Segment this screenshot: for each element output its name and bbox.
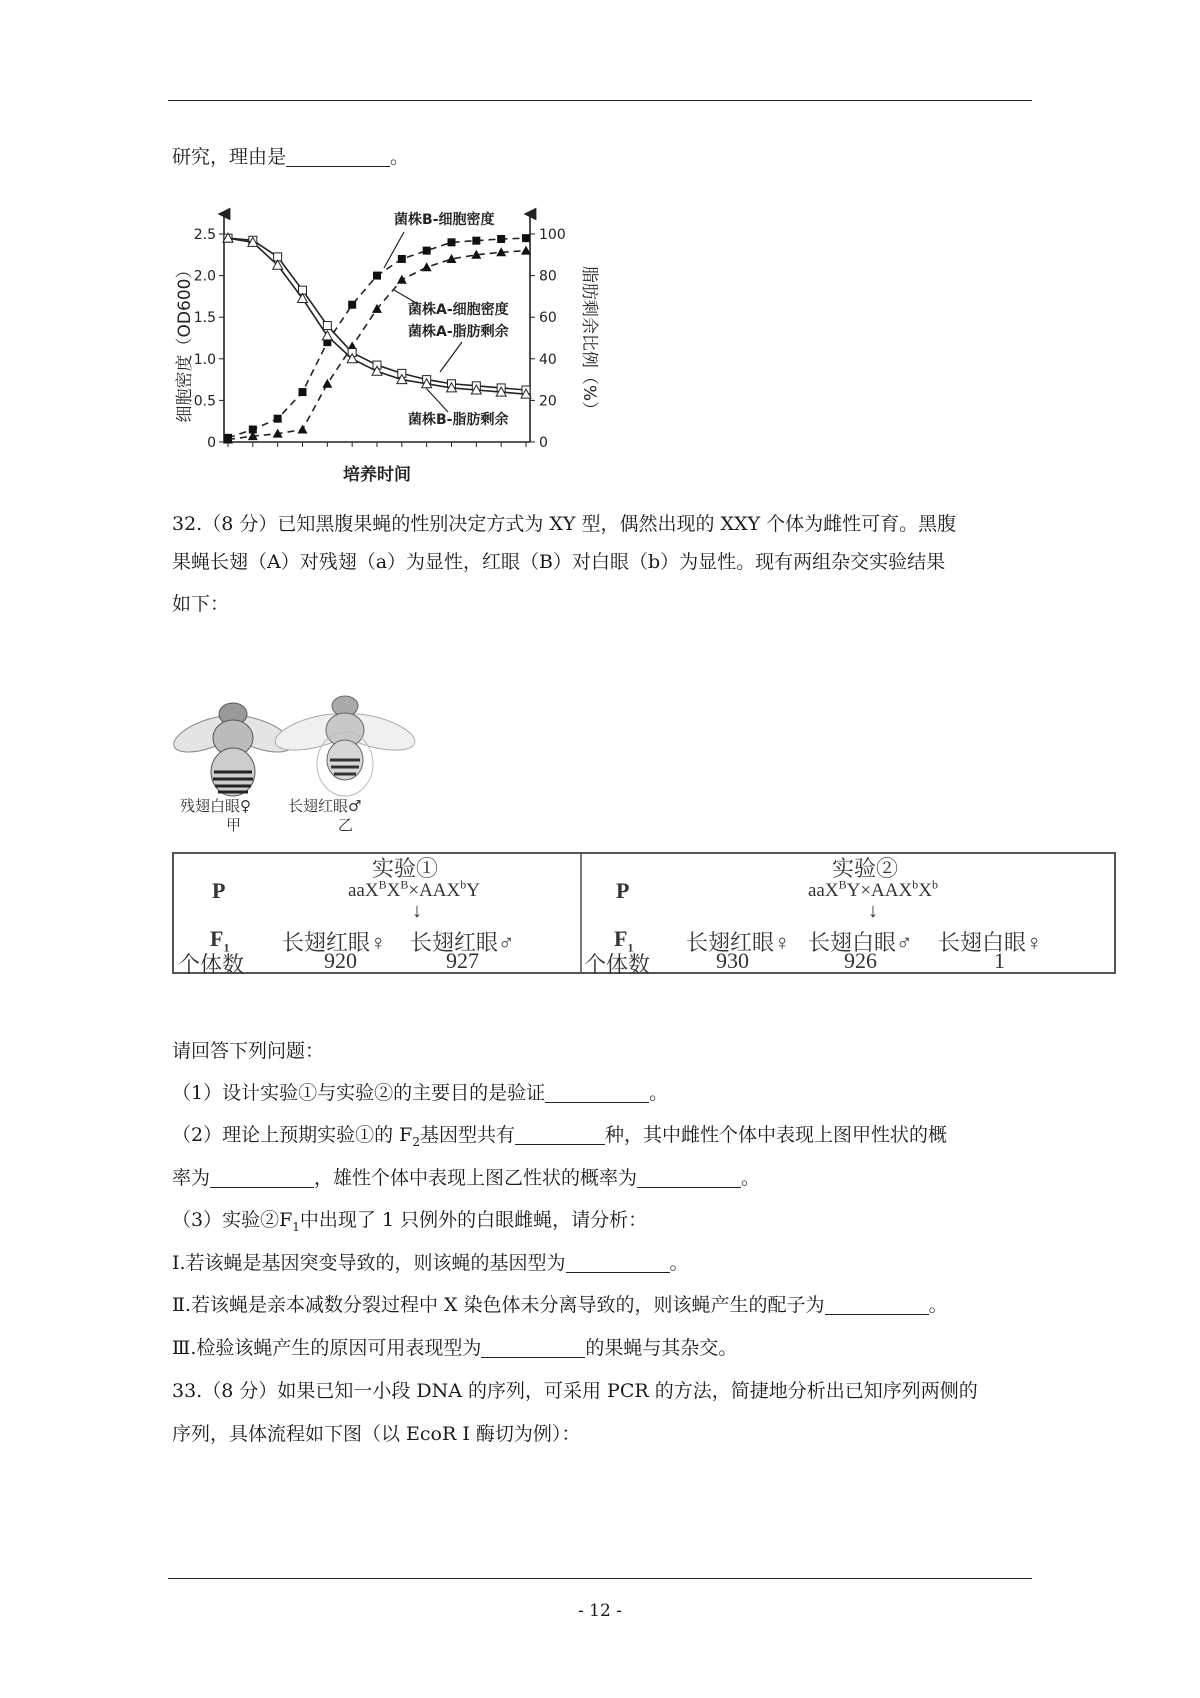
q33-line-2: 序列，具体流程如下图（以 EcoR I 酶切为例）： <box>172 1423 581 1445</box>
fly-jia-name: 甲 <box>226 816 242 834</box>
fly-yi-name: 乙 <box>338 816 354 834</box>
annotation-leader <box>426 388 448 412</box>
point-marker <box>423 247 431 255</box>
exp2-pheno-2: 长翅白眼♂ <box>808 930 913 955</box>
answer-blank[interactable] <box>481 1337 585 1358</box>
text: 。 <box>669 1252 689 1274</box>
series-annotation: 菌株A-细胞密度 <box>408 302 509 318</box>
y-left-tick-label: 2.0 <box>193 268 216 285</box>
point-marker <box>299 388 307 396</box>
fly-jia <box>169 703 296 834</box>
exp2-pheno-1: 长翅红眼♀ <box>686 930 791 955</box>
text: 中出现了 1 只例外的白眼雌蝇，请分析： <box>299 1209 648 1231</box>
text: 2 <box>412 1134 420 1149</box>
y-left-tick-label: 0.5 <box>193 393 216 410</box>
exp1-cross: $aaX^BX^B\times AAX^bY$ <box>348 877 480 901</box>
point-marker <box>373 272 381 280</box>
text: （1）设计实验①与实验②的主要目的是验证 <box>172 1082 546 1104</box>
exp1-title: 实验① <box>372 856 439 881</box>
text: 1 <box>223 940 230 955</box>
header-rule <box>168 100 1032 101</box>
exp2-p-label: P <box>616 878 630 903</box>
point-marker <box>322 331 332 340</box>
exp2-count-3: 1 <box>994 948 1005 973</box>
fly-yi <box>272 696 419 834</box>
answer-blank[interactable] <box>637 1167 741 1188</box>
cell-density-fat-chart <box>172 202 599 532</box>
text: （2）理论上预期实验①的 F <box>172 1124 413 1146</box>
part3-line <box>172 1206 1032 1234</box>
text: Ⅲ.检验该蝇产生的原因可用表现型为 <box>172 1337 482 1359</box>
y-right-tick-label: 100 <box>539 227 566 243</box>
exp1-count-1: 920 <box>324 948 357 973</box>
point-marker <box>398 255 406 263</box>
experiment-table <box>172 852 1116 977</box>
point-marker <box>472 237 480 245</box>
text: 基因型共有 <box>419 1124 515 1146</box>
point-marker <box>422 262 432 271</box>
text: 率为 <box>172 1167 211 1189</box>
y-axis-right-label: 脂肪剩余比例（%） <box>579 265 599 419</box>
q32-line-3: 如下： <box>172 593 230 615</box>
series-annotation: 菌株A-脂肪剩余 <box>408 324 509 340</box>
text: 。 <box>649 1082 669 1104</box>
text: 1 <box>627 940 634 955</box>
point-marker <box>348 301 356 309</box>
text: 。 <box>390 146 410 168</box>
exp2-count-2: 926 <box>844 948 877 973</box>
text: F <box>210 926 224 951</box>
fly-jia-label: 残翅白眼♀ <box>180 797 251 815</box>
point-marker <box>397 275 407 284</box>
point-marker <box>497 235 505 243</box>
text: ，雄性个体中表现上图乙性状的概率为 <box>314 1167 638 1189</box>
point-marker <box>323 322 331 330</box>
answer-blank[interactable] <box>286 146 390 167</box>
part1-line <box>172 1079 1032 1107</box>
point-marker <box>448 238 456 246</box>
y-right-tick-label: 0 <box>539 435 548 451</box>
point-marker <box>274 415 282 423</box>
experiment-2 <box>582 854 1114 977</box>
footer-rule <box>168 1578 1032 1579</box>
exp1-count-label: 个体数 <box>178 952 245 977</box>
y-left-tick-label: 1.5 <box>193 310 216 327</box>
answer-blank[interactable] <box>210 1167 314 1188</box>
fly-yi-label: 长翅红眼♂ <box>288 797 362 815</box>
part3-iii-line <box>172 1334 1032 1362</box>
page-number: - 12 - <box>578 1601 622 1621</box>
exp1-p-label: P <box>212 878 226 903</box>
y-right-tick-label: 40 <box>539 351 557 368</box>
exp2-arrow: ↓ <box>868 900 878 922</box>
exp2-count-label: 个体数 <box>584 952 651 977</box>
point-marker <box>298 425 308 434</box>
continuation-line <box>172 143 1032 171</box>
exp2-cross: $aaX^BY\times AAX^bX^b$ <box>808 877 938 901</box>
part2-line-1 <box>172 1121 1032 1149</box>
point-marker <box>322 379 332 388</box>
fly-illustrations <box>168 684 408 834</box>
series-annotation: 菌株B-细胞密度 <box>394 212 495 228</box>
exp1-count-2: 927 <box>446 948 479 973</box>
answer-blank[interactable] <box>825 1294 929 1315</box>
exp2-title: 实验② <box>832 856 899 881</box>
experiment-1 <box>174 854 582 977</box>
q32-line-2: 果蝇长翅（A）对残翅（a）为显性，红眼（B）对白眼（b）为显性。现有两组杂交实验结果 <box>172 551 946 573</box>
text: 种，其中雌性个体中表现上图甲性状的概 <box>604 1124 947 1146</box>
text: 1 <box>292 1219 300 1234</box>
exp2-pheno-3: 长翅白眼♀ <box>938 930 1043 955</box>
x-axis-label: 培养时间 <box>343 465 411 485</box>
q33-line-1: 33.（8 分）如果已知一小段 DNA 的序列，可采用 PCR 的方法，简捷地分析出已知序列两侧的 <box>172 1380 978 1402</box>
y-right-tick-label: 20 <box>539 393 557 410</box>
series-annotation: 菌株B-脂肪剩余 <box>408 412 509 428</box>
exp1-pheno-1: 长翅红眼♀ <box>282 930 387 955</box>
answer-blank[interactable] <box>566 1252 670 1273</box>
annotation-leader <box>440 342 462 372</box>
part3-ii-line <box>172 1291 1032 1319</box>
text: Ⅰ.若该蝇是基因突变导致的，则该蝇的基因型为 <box>172 1252 566 1274</box>
text: 。 <box>741 1167 761 1189</box>
exp1-arrow: ↓ <box>412 900 422 922</box>
answer-blank[interactable] <box>515 1124 605 1145</box>
exp1-pheno-2: 长翅红眼♂ <box>410 930 515 955</box>
answer-blank[interactable] <box>545 1082 649 1103</box>
part3-i-line <box>172 1249 1032 1277</box>
y-left-tick-label: 2.5 <box>193 227 216 243</box>
text: 研究，理由是 <box>172 146 287 168</box>
text: F <box>614 926 628 951</box>
y-left-tick-label: 0 <box>207 435 216 451</box>
text: （3）实验②F <box>172 1209 293 1231</box>
text: 的果蝇与其杂交。 <box>585 1337 738 1359</box>
y-right-tick-label: 80 <box>539 268 557 285</box>
y-axis-left-label: 细胞密度（OD600） <box>175 261 195 423</box>
y-left-tick-label: 1.0 <box>193 351 216 368</box>
exp2-count-1: 930 <box>716 948 749 973</box>
ask-line: 请回答下列问题： <box>172 1040 325 1062</box>
y-right-tick-label: 60 <box>539 310 557 327</box>
q32-line-1: 32.（8 分）已知黑腹果蝇的性别决定方式为 XY 型，偶然出现的 XXY 个体为雌性可育。黑腹 <box>172 513 957 535</box>
text: Ⅱ.若该蝇是亲本减数分裂过程中 X 染色体未分离导致的，则该蝇产生的配子为 <box>172 1294 825 1316</box>
text: 。 <box>928 1294 948 1316</box>
part2-line-2 <box>172 1164 1032 1192</box>
point-marker <box>522 234 530 242</box>
